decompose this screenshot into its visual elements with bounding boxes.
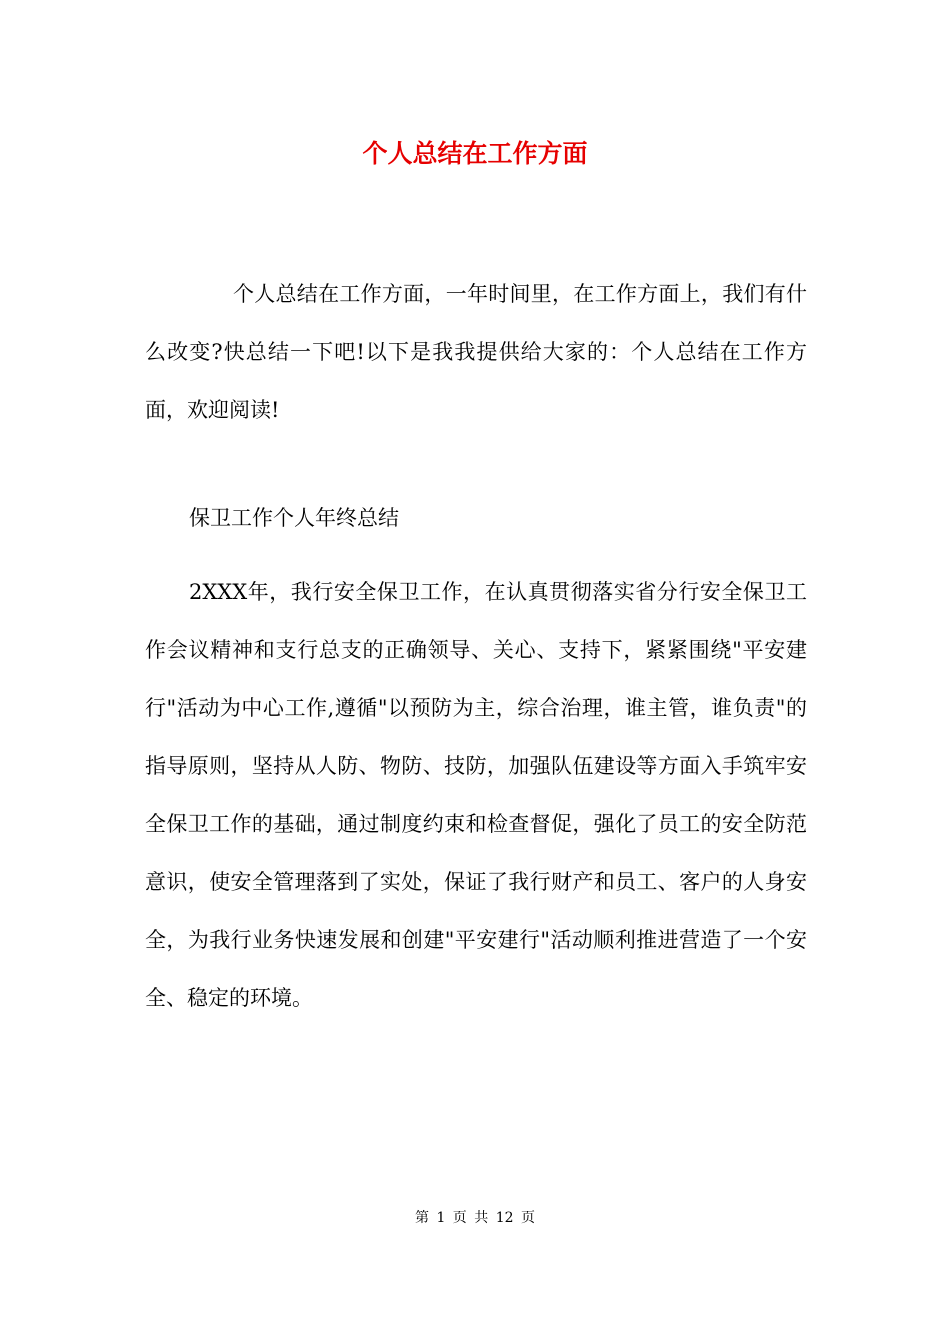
document-title: 个人总结在工作方面 — [362, 139, 588, 168]
body-paragraph: 2XXX年，我行安全保卫工作，在认真贯彻落实省分行安全保卫工作会议精神和支行总支的正确领导、关心、支持下，紧紧围绕"平安建行"活动为中心工作,遵循"以预防为主，综合治理，谁主管，谁负责"的指导原则，坚持从人防、物防、技防，加强队伍建设等方面入手筑牢安全保卫工作的基础，通过制度约束和检查督促，强化了员工的安全防范意识，使安全管理落到了实处，保证了我行财产和员工、客户的人身安全，为我行业务快速发展和创建"平安建行"活动顺利推进营造了一个安全、稳定的环境。 — [145, 580, 807, 1010]
page-number-footer: 第 1 页 共 12 页 — [415, 1210, 535, 1226]
intro-paragraph: 个人总结在工作方面，一年时间里，在工作方面上，我们有什么改变?快总结一下吧!以下是我我提供给大家的：个人总结在工作方面，欢迎阅读! — [145, 282, 807, 422]
section-subheading: 保卫工作个人年终总结 — [189, 506, 399, 530]
